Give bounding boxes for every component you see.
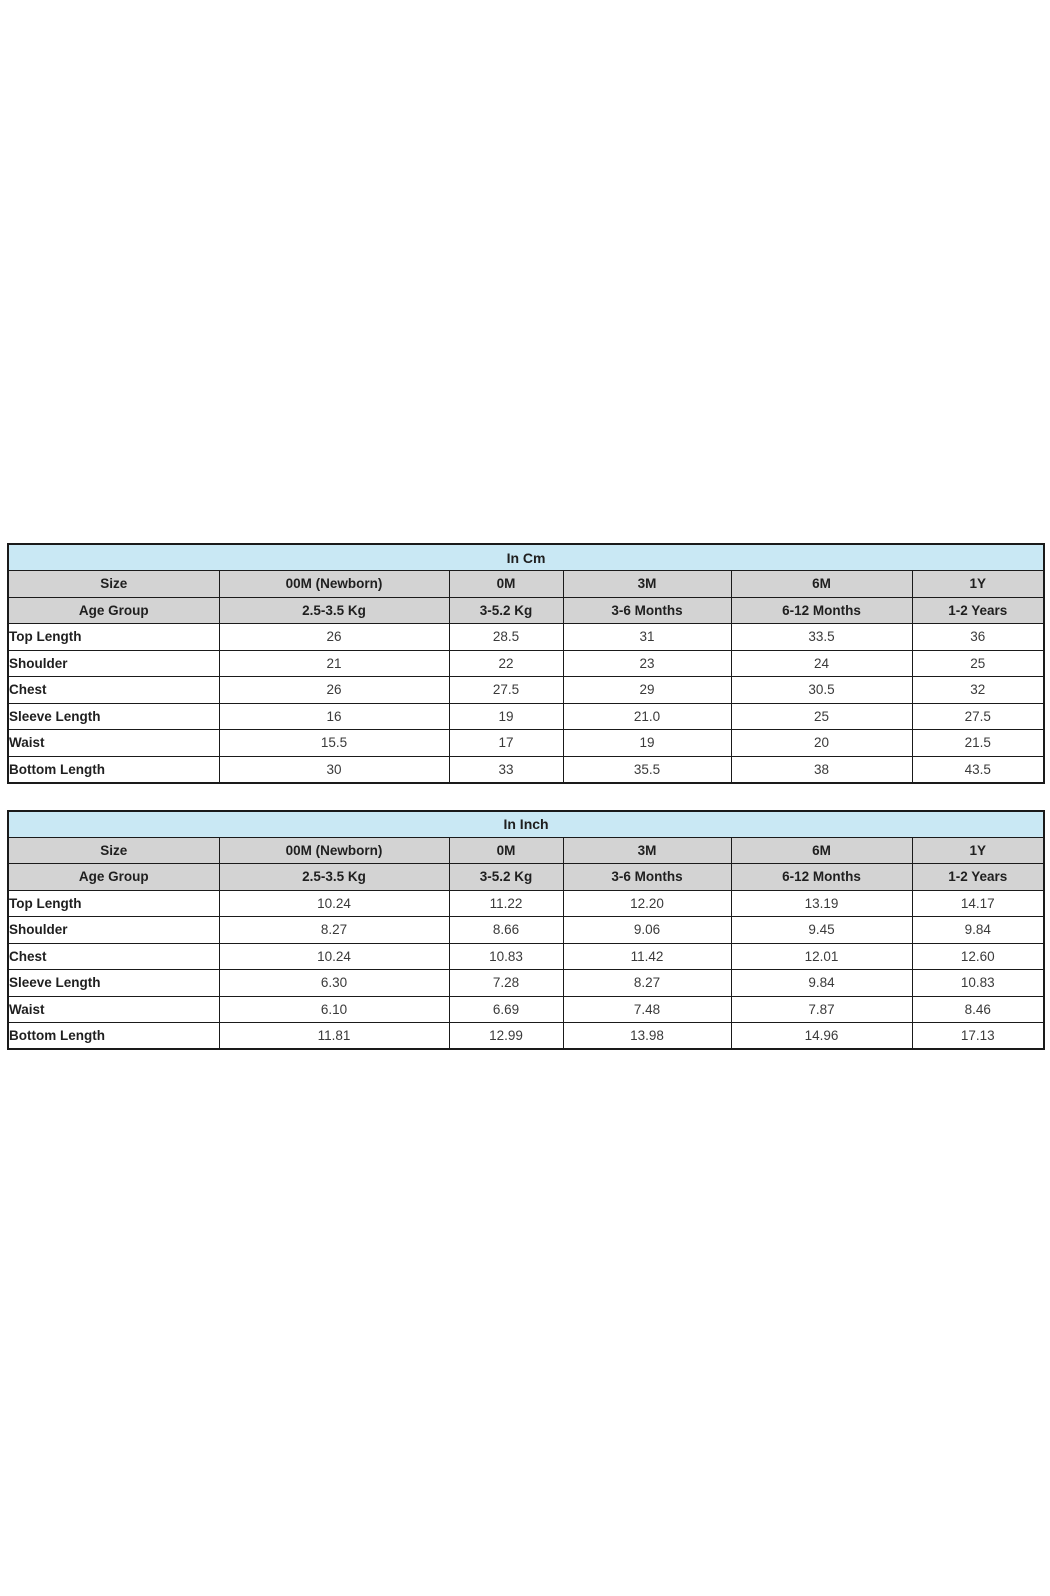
table-row xyxy=(8,677,1044,704)
measurement-value: 27.5 xyxy=(912,703,1044,730)
measurement-value: 14.17 xyxy=(912,890,1044,917)
table-row xyxy=(8,917,1044,944)
measurement-value: 43.5 xyxy=(912,756,1044,783)
size-cell: 6M xyxy=(731,571,912,598)
table-row xyxy=(8,703,1044,730)
measurement-value: 35.5 xyxy=(563,756,731,783)
age-group-cell: 3-6 Months xyxy=(563,864,731,891)
table-row xyxy=(8,996,1044,1023)
measurement-value: 9.84 xyxy=(912,917,1044,944)
measurement-value: 19 xyxy=(449,703,563,730)
table-title: In Cm xyxy=(8,544,1044,571)
size-table-in-cm xyxy=(7,543,1045,784)
measurement-value: 14.96 xyxy=(731,1023,912,1050)
size-cell: 6M xyxy=(731,837,912,864)
measurement-value: 12.60 xyxy=(912,943,1044,970)
size-charts xyxy=(7,543,1045,1076)
size-table-in-inch xyxy=(7,810,1045,1051)
measurement-value: 21.0 xyxy=(563,703,731,730)
measurement-value: 11.22 xyxy=(449,890,563,917)
table-title-row xyxy=(8,544,1044,571)
measurement-value: 28.5 xyxy=(449,624,563,651)
age-group-cell: 3-5.2 Kg xyxy=(449,864,563,891)
measurement-value: 9.06 xyxy=(563,917,731,944)
measurement-value: 30 xyxy=(219,756,449,783)
measurement-label: Top Length xyxy=(8,890,219,917)
measurement-value: 11.42 xyxy=(563,943,731,970)
measurement-label: Waist xyxy=(8,730,219,757)
measurement-value: 9.84 xyxy=(731,970,912,997)
measurement-value: 38 xyxy=(731,756,912,783)
measurement-value: 24 xyxy=(731,650,912,677)
measurement-value: 13.19 xyxy=(731,890,912,917)
size-cell: 3M xyxy=(563,837,731,864)
measurement-value: 30.5 xyxy=(731,677,912,704)
age-group-cell: 1-2 Years xyxy=(912,864,1044,891)
age-group-cell: 6-12 Months xyxy=(731,597,912,624)
age-group-cell: 3-6 Months xyxy=(563,597,731,624)
measurement-value: 8.46 xyxy=(912,996,1044,1023)
measurement-value: 16 xyxy=(219,703,449,730)
measurement-value: 7.87 xyxy=(731,996,912,1023)
measurement-value: 25 xyxy=(731,703,912,730)
measurement-value: 17 xyxy=(449,730,563,757)
size-cell: 1Y xyxy=(912,837,1044,864)
age-group-cell: 3-5.2 Kg xyxy=(449,597,563,624)
measurement-value: 22 xyxy=(449,650,563,677)
age-group-row-label: Age Group xyxy=(8,597,219,624)
measurement-value: 33.5 xyxy=(731,624,912,651)
measurement-value: 21 xyxy=(219,650,449,677)
measurement-value: 7.28 xyxy=(449,970,563,997)
age-group-row-label: Age Group xyxy=(8,864,219,891)
measurement-value: 36 xyxy=(912,624,1044,651)
measurement-value: 10.24 xyxy=(219,890,449,917)
measurement-value: 6.10 xyxy=(219,996,449,1023)
measurement-label: Bottom Length xyxy=(8,1023,219,1050)
measurement-value: 11.81 xyxy=(219,1023,449,1050)
table-row xyxy=(8,970,1044,997)
measurement-value: 8.66 xyxy=(449,917,563,944)
measurement-value: 26 xyxy=(219,624,449,651)
measurement-value: 15.5 xyxy=(219,730,449,757)
size-header-row xyxy=(8,837,1044,864)
table-title: In Inch xyxy=(8,811,1044,838)
table-title-row xyxy=(8,811,1044,838)
measurement-value: 8.27 xyxy=(563,970,731,997)
measurement-value: 17.13 xyxy=(912,1023,1044,1050)
size-cell: 0M xyxy=(449,837,563,864)
measurement-value: 12.01 xyxy=(731,943,912,970)
measurement-value: 25 xyxy=(912,650,1044,677)
measurement-value: 32 xyxy=(912,677,1044,704)
table-row xyxy=(8,624,1044,651)
measurement-label: Top Length xyxy=(8,624,219,651)
measurement-value: 13.98 xyxy=(563,1023,731,1050)
size-cell: 0M xyxy=(449,571,563,598)
table-row xyxy=(8,1023,1044,1050)
table-row xyxy=(8,756,1044,783)
measurement-value: 26 xyxy=(219,677,449,704)
measurement-label: Sleeve Length xyxy=(8,703,219,730)
measurement-value: 20 xyxy=(731,730,912,757)
measurement-value: 10.83 xyxy=(912,970,1044,997)
measurement-value: 29 xyxy=(563,677,731,704)
size-row-label: Size xyxy=(8,837,219,864)
measurement-value: 23 xyxy=(563,650,731,677)
measurement-value: 21.5 xyxy=(912,730,1044,757)
measurement-label: Chest xyxy=(8,943,219,970)
size-cell: 00M (Newborn) xyxy=(219,837,449,864)
measurement-value: 6.69 xyxy=(449,996,563,1023)
measurement-value: 10.24 xyxy=(219,943,449,970)
size-cell: 3M xyxy=(563,571,731,598)
age-group-header-row xyxy=(8,864,1044,891)
table-row xyxy=(8,890,1044,917)
measurement-value: 7.48 xyxy=(563,996,731,1023)
size-cell: 1Y xyxy=(912,571,1044,598)
size-header-row xyxy=(8,571,1044,598)
age-group-cell: 2.5-3.5 Kg xyxy=(219,864,449,891)
measurement-label: Chest xyxy=(8,677,219,704)
age-group-cell: 2.5-3.5 Kg xyxy=(219,597,449,624)
measurement-value: 6.30 xyxy=(219,970,449,997)
measurement-label: Shoulder xyxy=(8,650,219,677)
measurement-label: Waist xyxy=(8,996,219,1023)
measurement-value: 10.83 xyxy=(449,943,563,970)
measurement-value: 12.99 xyxy=(449,1023,563,1050)
measurement-label: Bottom Length xyxy=(8,756,219,783)
age-group-cell: 1-2 Years xyxy=(912,597,1044,624)
measurement-value: 12.20 xyxy=(563,890,731,917)
age-group-header-row xyxy=(8,597,1044,624)
measurement-value: 31 xyxy=(563,624,731,651)
table-row xyxy=(8,730,1044,757)
measurement-value: 19 xyxy=(563,730,731,757)
measurement-label: Sleeve Length xyxy=(8,970,219,997)
table-row xyxy=(8,650,1044,677)
measurement-value: 27.5 xyxy=(449,677,563,704)
measurement-value: 9.45 xyxy=(731,917,912,944)
size-row-label: Size xyxy=(8,571,219,598)
age-group-cell: 6-12 Months xyxy=(731,864,912,891)
measurement-value: 33 xyxy=(449,756,563,783)
measurement-value: 8.27 xyxy=(219,917,449,944)
size-cell: 00M (Newborn) xyxy=(219,571,449,598)
table-row xyxy=(8,943,1044,970)
measurement-label: Shoulder xyxy=(8,917,219,944)
